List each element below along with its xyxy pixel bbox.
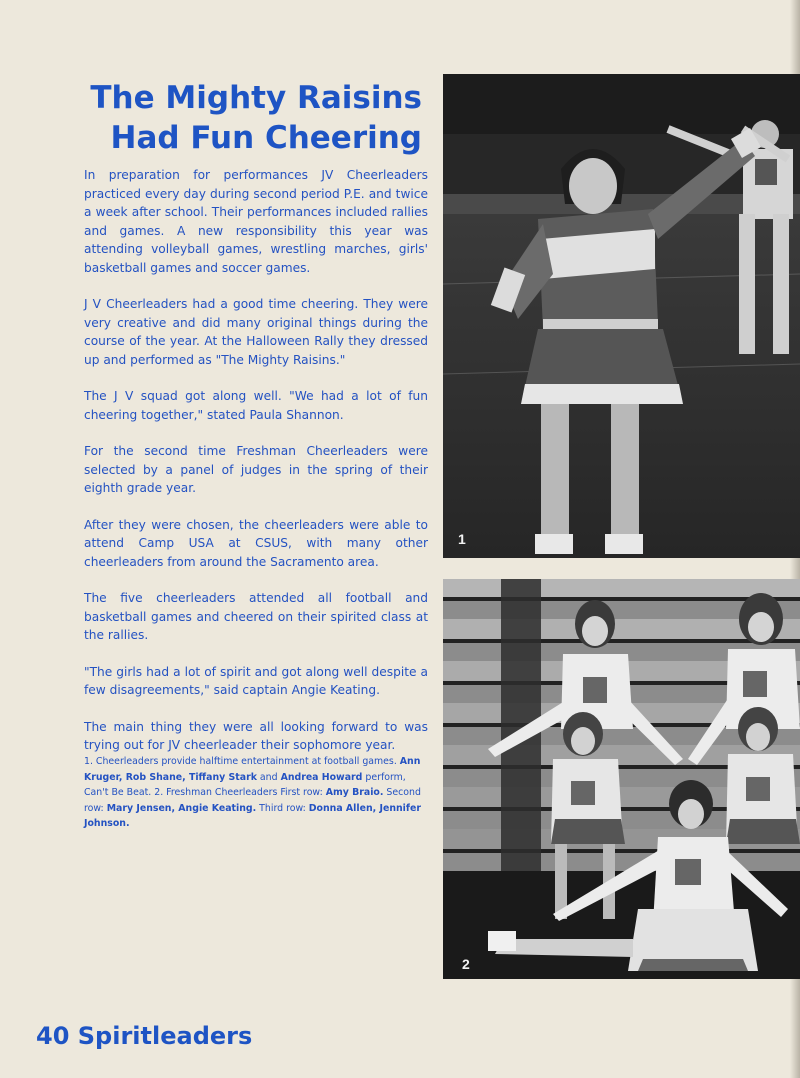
article-title — [80, 78, 422, 158]
paragraph-2: J V Cheerleaders had a good time cheering. They were very creative and did many original things during the course of the year. At the Halloween Rally they dressed up and performed as "The Mighty Raisins." — [84, 297, 428, 367]
photo-1-number: 1 — [458, 531, 466, 547]
paragraph-4: For the second time Freshman Cheerleaders were selected by a panel of judges in the spring of their eighth grade year. — [84, 444, 428, 495]
title-line-1: The Mighty Raisins — [90, 80, 422, 116]
page-folio — [36, 1022, 252, 1050]
caption-text-4: Third row: — [256, 802, 309, 814]
caption-text-3: Second row: — [84, 787, 421, 814]
caption-text-2: perform, Can't Be Beat. 2. Freshman Cheerleaders First row: — [84, 771, 406, 798]
paragraph-6: The five cheerleaders attended all football and basketball games and cheered on their spirited class at the rallies. — [84, 591, 428, 642]
photo-cheerleader-field — [443, 74, 800, 558]
article-body — [84, 166, 428, 773]
paragraph-3: The J V squad got along well. "We had a lot of fun cheering together," stated Paula Shannon. — [84, 389, 428, 422]
paragraph-7: "The girls had a lot of spirit and got along well despite a few disagreements," said captain Angie Keating. — [84, 664, 428, 697]
section-name: Spiritleaders — [77, 1022, 253, 1050]
paragraph-5: After they were chosen, the cheerleaders were able to attend Camp USA at CSUS, with many other cheerleaders from around the Sacramento area. — [84, 517, 428, 569]
caption-name-3: Amy Braio. — [325, 787, 384, 798]
caption-text-1: 1. Cheerleaders provide halftime entertainment at football games. — [84, 756, 400, 767]
caption-name-2: Andrea Howard — [280, 771, 363, 783]
paragraph-1: In preparation for performances JV Cheerleaders practiced every day during second period P.E. and twice a week after school. Their performances included rallies and games. A new responsibility this year was attending volleyball games, wrestling marches, girls' basketball games and soccer games. — [84, 168, 428, 275]
photo-2-number: 2 — [462, 956, 470, 972]
caption-names-4: Mary Jensen, Angie Keating. — [106, 802, 257, 814]
title-line-2: Had Fun Cheering — [110, 120, 422, 156]
page-number: 40 — [36, 1022, 70, 1050]
caption-names-1: Ann Kruger, Rob Shane, Tiffany Stark — [84, 756, 421, 783]
caption-and: and — [256, 771, 281, 783]
photo-1-image — [443, 74, 800, 558]
photo-2-image — [443, 579, 800, 979]
caption-names-5: Donna Allen, Jennifer Johnson. — [84, 802, 421, 829]
paragraph-8: The main thing they were all looking forward to was trying out for JV cheerleader their sophomore year. — [84, 719, 428, 752]
photo-freshman-cheerleaders — [443, 579, 800, 979]
photo-caption — [84, 754, 430, 832]
